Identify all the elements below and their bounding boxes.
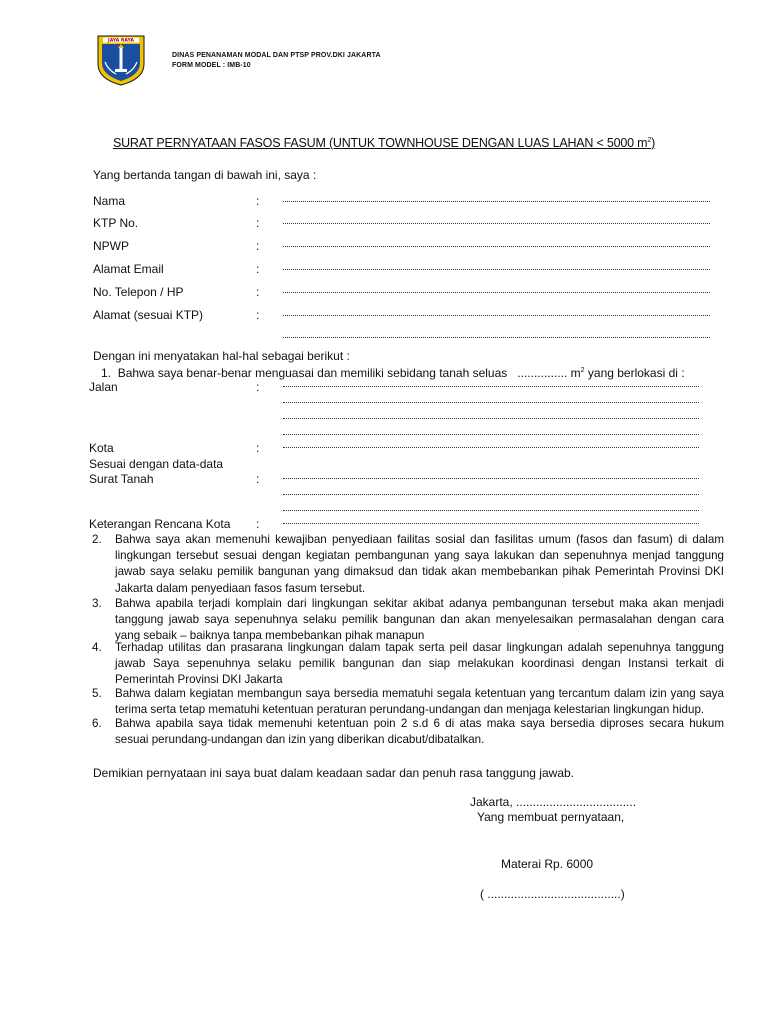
field-jalan-blank-4[interactable]	[283, 433, 699, 435]
field-label-kota: Kota	[89, 441, 114, 455]
colon: :	[256, 472, 260, 486]
colon: :	[256, 285, 260, 299]
field-rencana-kota-blank[interactable]	[283, 522, 699, 524]
form-model: FORM MODEL : IMB-10	[172, 62, 251, 69]
field-label-email: Alamat Email	[93, 262, 164, 276]
field-surat-tanah-blank-1[interactable]	[283, 477, 699, 479]
closing-statement: Demikian pernyataan ini saya buat dalam keadaan sadar dan penuh rasa tanggung jawab.	[93, 766, 574, 780]
dki-jakarta-logo	[96, 34, 146, 86]
field-surat-tanah-blank-2[interactable]	[283, 493, 699, 495]
field-label-sesuai: Sesuai dengan data-data	[89, 457, 224, 471]
field-jalan-blank-2[interactable]	[283, 401, 699, 403]
signer-label: Yang membuat pernyataan,	[477, 810, 625, 824]
colon: :	[256, 194, 260, 208]
letterhead	[172, 51, 381, 71]
item-number: 2.	[92, 533, 102, 546]
field-label-telepon: No. Telepon / HP	[93, 285, 184, 299]
field-label-ktp: KTP No.	[93, 216, 139, 230]
field-jalan-blank-3[interactable]	[283, 417, 699, 419]
field-label-surat-tanah: Surat Tanah	[89, 472, 154, 486]
list-item-4	[92, 640, 724, 689]
statement-intro: Dengan ini menyatakan hal-hal sebagai berikut :	[93, 349, 350, 363]
field-surat-tanah-blank-3[interactable]	[283, 509, 699, 511]
item-1-text: Bahwa saya benar-benar menguasai dan memiliki sebidang tanah seluas	[117, 366, 508, 380]
field-label-alamat: Alamat (sesuai KTP)	[93, 308, 204, 322]
field-label-jalan: Jalan	[89, 380, 118, 394]
colon: :	[256, 380, 260, 394]
place-date[interactable]: Jakarta, ....................................	[470, 795, 637, 809]
area-blank[interactable]: ...............	[517, 366, 568, 380]
field-ktp-blank[interactable]	[283, 222, 710, 224]
colon: :	[256, 517, 260, 531]
list-item-6	[92, 716, 724, 748]
list-item-2	[92, 532, 724, 597]
field-label-npwp: NPWP	[93, 239, 129, 253]
logo-motto: JAYA RAYA	[108, 38, 134, 44]
colon: :	[256, 308, 260, 322]
field-alamat-blank-2[interactable]	[283, 336, 710, 338]
colon: :	[256, 441, 260, 455]
item-1: 1. Bahwa saya benar-benar menguasai dan memiliki sebidang tanah seluas ............... $m^2$ yang berlokasi di :	[101, 366, 685, 380]
item-text: Bahwa dalam kegiatan membangun saya bersedia mematuhi segala ketentuan yang tercantum dalam izin yang saya terima serta tetap mematuhi ketentuan peraturan perundang-undangan dan menjaga kelestarian lingkungan hidup.	[115, 687, 724, 717]
intro-text: Yang bertanda tangan di bawah ini, saya :	[93, 168, 317, 182]
field-email-blank[interactable]	[283, 268, 710, 270]
item-number: 6.	[92, 717, 102, 730]
list-item-3	[92, 596, 724, 645]
field-telepon-blank[interactable]	[283, 291, 710, 293]
field-nama-blank[interactable]	[283, 200, 710, 202]
item-text: Terhadap utilitas dan prasarana lingkungan dalam tapak serta peil dasar lingkungan adalah sepenuhnya tanggung jawab Saya sepenuhnya selaku pemilik bangunan dan siap melakukan koordinasi dengan Instansi terkait di Pemerintah Provinsi DKI Jakarta	[115, 641, 724, 687]
document-title: SURAT PERNYATAAN FASOS FASUM (UNTUK TOWNHOUSE DENGAN LUAS LAHAN < 5000 $m^2$)	[112, 136, 656, 150]
field-label-nama: Nama	[93, 194, 126, 208]
item-text: Bahwa apabila terjadi komplain dari lingkungan sekitar akibat adanya pembangunan tersebut maka akan menjadi tanggung jawab saya sepenuhnya selaku pemilik bangunan dan akan menyelesaikan permasalahan dengan cara yang sebaik – baiknya tanpa membebankan pihak manapun	[115, 597, 724, 643]
item-text: Bahwa saya akan memenuhi kewajiban penyediaan failitas sosial dan fasilitas umum (fasos dan fasum) di dalam lingkungan tersebut sesuai dengan kegiatan pembangunan yang saya lakukan dan sepenuhnya menjad tanggung jawab saya selaku pemilik bangunan yang dimaksud dan tidak akan membebankan pihak Pemerintah Provinsi DKI Jakarta dalam penyediaan fasos fasum tersebut.	[115, 533, 724, 595]
item-text: Bahwa apabila saya tidak memenuhi ketentuan poin 2 s.d 6 di atas maka saya bersedia diproses secara hukum sesuai perundang-undangan dan izin yang diberikan dicabut/dibatalkan.	[115, 717, 724, 747]
colon: :	[256, 216, 260, 230]
field-jalan-blank-1[interactable]	[283, 385, 699, 387]
field-label-rencana-kota: Keterangan Rencana Kota	[89, 517, 231, 531]
colon: :	[256, 262, 260, 276]
item-number: 4.	[92, 641, 102, 654]
field-npwp-blank[interactable]	[283, 245, 710, 247]
colon: :	[256, 239, 260, 253]
stamp-duty-label: Materai Rp. 6000	[501, 857, 594, 871]
list-item-5	[92, 686, 724, 718]
item-number: 5.	[92, 687, 102, 700]
signer-name-blank[interactable]: ( ........................................)	[480, 887, 625, 901]
field-alamat-blank-1[interactable]	[283, 314, 710, 316]
item-1-number: 1.	[101, 366, 112, 380]
agency-name: DINAS PENANAMAN MODAL DAN PTSP PROV.DKI JAKARTA	[172, 52, 381, 59]
field-kota-blank[interactable]	[283, 446, 699, 448]
item-number: 3.	[92, 597, 102, 610]
